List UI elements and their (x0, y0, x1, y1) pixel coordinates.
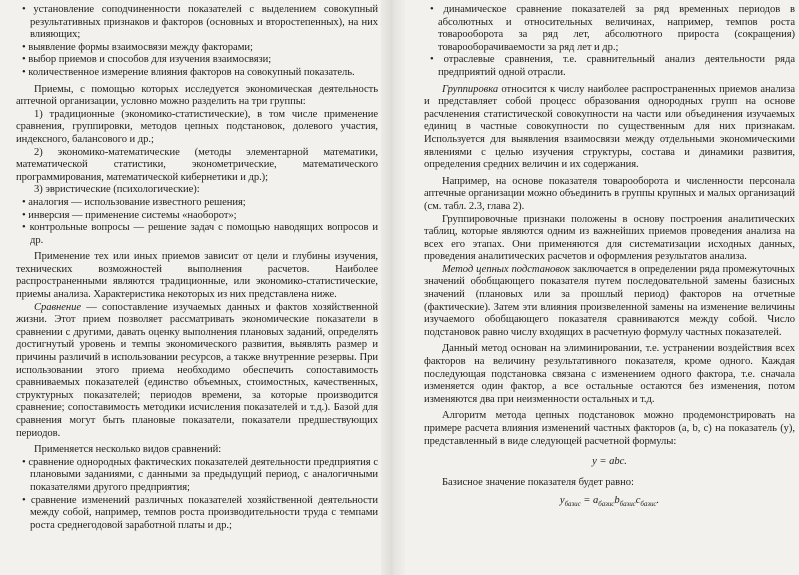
numbered-item: 3) эвристические (психологические): (34, 184, 200, 196)
bullet-item: • количественное измерение влияния факторов на совокупный показатель. (16, 67, 378, 80)
paragraph-text: относится к числу наиболее распространенных приемов анализа и представляет собой процесс образования однородных групп на основе расчленения статистической совокупности на части или объединения изучаемых единиц в частные совокупности по существенным для них признакам. Используется для выявления взаимосвязи между отдельными экономическими явлениями с целью изучения структуры, состава и динамики развития, определения средних величин и их содержания. (424, 83, 795, 171)
paragraph: Применение тех или иных приемов зависит от цели и глубины изучения, технических возможностей выполнения расчетов. Наиболее распространенными являются традиционные, или экономико-статистические, приемы анализа. Характеристика некоторых из них представлена ниже. (16, 251, 378, 301)
formula-base-value (424, 495, 795, 511)
formula-symbol: . (656, 495, 660, 507)
bullet-item: • отраслевые сравнения, т.е. сравнительный анализ деятельности ряда предприятий одной отрасли. (424, 54, 795, 79)
formula-symbol: a (592, 495, 599, 507)
formula-subscript: базис (598, 500, 615, 509)
formula-subscript: базис (564, 500, 581, 509)
paragraph-text: заключается в определении ряда промежуточных значений обобщающего показателя путем последовательной замены базисных значений (плановых или за прошлый период) факторов на отчетные (фактические). Затем эти влияния произвеленной замены на изменение величины изучаемого обобщающего показателя сравниваются между собой. Число подстановок равно числу входящих в расчетную формулу частных показателей. (424, 263, 795, 338)
formula-symbol: c (635, 495, 641, 507)
bullet-item: • аналогия — использование известного решения; (16, 197, 378, 210)
formula-symbol: b (614, 495, 620, 507)
paragraph: Алгоритм метода цепных подстановок можно продемонстрировать на примере расчета влияния изменений частных факторов (a, b, c) на показатель (y), представленный в виде следующей расчетной формулы: (424, 410, 795, 447)
paragraph: Базисное значение показателя будет равно: (442, 476, 634, 488)
paragraph: Данный метод основан на элиминировании, т.е. устранении воздействия всех факторов на величину результативного показателя, кроме одного. Каждая последующая подстановка связана с изменением одного фактора, т.е. сначала изменяется один фактор, а все остальные остаются без изменения, потом изменяются два при неизменности остальных и т.д. (424, 343, 795, 405)
bullet-item: • установление соподчиненности показателей с выделением совокупный результативных признаков и факторов (основных и второстепенных), на них влияющих; (16, 4, 378, 42)
bullet-item: • контрольные вопросы — решение задач с помощью наводящих вопросов и др. (16, 222, 378, 247)
formula-subscript: базис (640, 500, 657, 509)
right-page (408, 0, 799, 575)
bullet-item: • выбор приемов и способов для изучения взаимосвязи; (16, 54, 378, 67)
formula-symbol: = (580, 495, 593, 507)
paragraph: Например, на основе показателя товарооборота и численности персонала аптечные организации можно объединить в группы крупных и малых организаций (см. табл. 2.3, глава 2). (424, 175, 795, 212)
paragraph-text: — сопоставление изучаемых данных и фактов хозяйственной жизни. Этот прием позволяет рассматривать экономические показатели в сравнении с другими, давать оценку выполнения плановых заданий, определять достигнутый уровень и темпы экономического развития, выявлять размер и причины различий в использовании ресурсов, а также внутренние резервы. При использовании этого приема необходимо обеспечить сопоставимость сравниваемых показателей (единство объемных, стоимостных, качественных, структурных показателей; периодов времени, за которые производится сравнение; сопоставимость методики исчисления показателей и т.д.). Базой для сравнения могут быть плановые показатели, показатели предшествующих периодов. (16, 301, 378, 439)
paragraph-chain-method (424, 264, 795, 340)
paragraph-grouping (424, 84, 795, 172)
bullet-item: • инверсия — применение системы «наоборот»; (16, 210, 378, 223)
paragraph-comparison (16, 302, 378, 441)
numbered-item: 2) экономико-математические (методы элементарной математики, математической статистики, эконометрические, математического программирования, математической кибернетики и др.); (16, 146, 378, 183)
term-chain-substitution: Метод цепных подстановок (442, 263, 570, 275)
bullet-item: • динамическое сравнение показателей за ряд временных периодов в абсолютных и относительных величинах, например, темпов роста товарооборота за ряд лет, абсолютного прироста (сокращения) товарооборачиваемости за ряд лет и др.; (424, 4, 795, 54)
numbered-item: 1) традиционные (экономико-статистические), в том числе применение сравнения, группировки, методов цепных подстановок, долевого участия, индексного, балансового и др.; (16, 108, 378, 145)
term-grouping: Группировка (442, 83, 499, 95)
paragraph: Применяется несколько видов сравнений: (34, 444, 222, 456)
left-page (0, 0, 378, 575)
formula-symbol: y (559, 495, 565, 507)
formula-y-abc: y = abc. (592, 456, 627, 468)
paragraph: Группировочные признаки положены в основу построения аналитических таблиц, которые являются одним из важнейших приемов проведения анализа на всех его этапах. Они применяются для систематизации исходных данных, проведения аналитических расчетов и оформления результатов анализа. (424, 213, 795, 263)
paragraph: Приемы, с помощью которых исследуется экономическая деятельность аптечной организации, условно можно разделить на три группы: (16, 83, 378, 108)
bullet-item: • выявление формы взаимосвязи между факторами; (16, 42, 378, 55)
book-gutter (381, 0, 405, 575)
bullet-item: • сравнение изменений различных показателей хозяйственной деятельности между собой, например, темпов роста производительности труда с темпами роста среднегодовой заработной платы и др.; (16, 495, 378, 533)
bullet-item: • сравнение однородных фактических показателей деятельности предприятия с плановыми заданиями, с данными за предыдущий период, с аналогичными показателями другого предприятия; (16, 457, 378, 495)
term-comparison: Сравнение (34, 301, 82, 313)
formula-subscript: базис (619, 500, 636, 509)
